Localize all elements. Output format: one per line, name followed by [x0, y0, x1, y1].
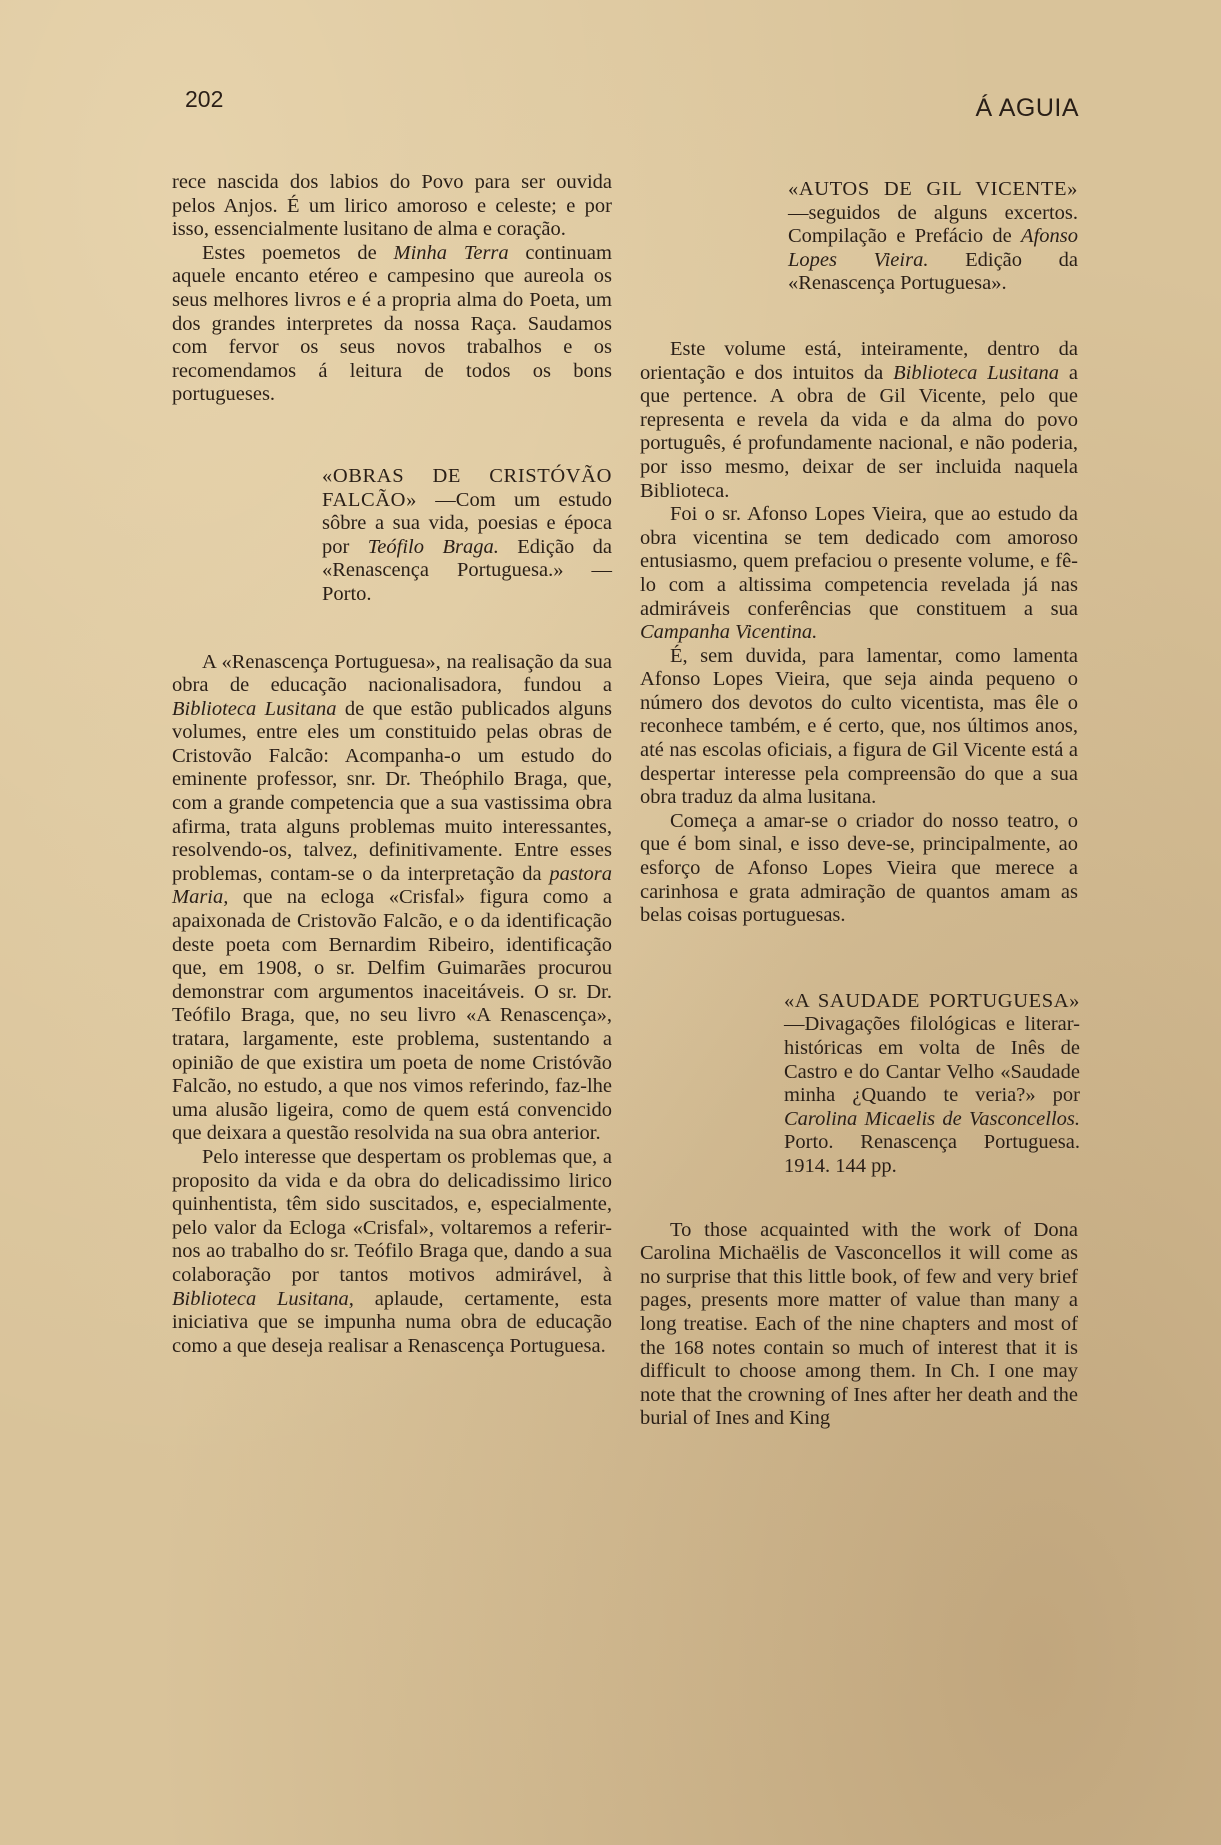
entry-title: «AUTOS DE GIL VICENTE» [788, 178, 1078, 200]
paragraph: A «Renascença Portuguesa», na realisação da sua obra de educação nacionalisadora, fundou a Biblioteca Lusitana de que estão publicados alguns volumes, entre eles um constituido pelas obras de Cristovão Falcão: Acompanha-o um estudo do eminente professor, snr. Dr. Theóphilo Braga, que, com a grande competencia que a sua vastissima obra afirma, trata alguns problemas muito interessantes, resolvendo-os, talvez, definitivamente. Entre esses problemas, contam-se o da interpretação da pastora Maria, que na ecloga «Crisfal» figura como a apaixonada de Cristovão Falcão, e o da identificação deste poeta com Bernardim Ribeiro, identificação que, em 1908, o sr. Delfim Guimarães procurou demonstrar com argumentos inaceitáveis. O sr. Dr. Teófilo Braga, que, no seu livro «A Renascença», tratara, largamente, este problema, sustentando a opinião de que existira um poeta de nome Cristóvão Falcão, no estudo, a que nos vimos referindo, faz-lhe uma alusão ligeira, como de quem está convencido que deixara a questão resolvida na sua obra anterior. [172, 650, 612, 1145]
entry-author: Carolina Micaelis de Vasconcellos. [784, 1107, 1080, 1130]
entry-title: «OBRAS DE CRISTÓVÃO FALCÃO» [322, 464, 612, 511]
paragraph: rece nascida dos labios do Povo para ser ouvida pelos Anjos. É um lirico amoroso e celeste; e por isso, essencialmente lusitano de alma e coração. [172, 171, 612, 241]
paragraph: Estes poemetos de Minha Terra continuam aquele encanto etéreo e campesino que aureola os seus melhores livros e é a propria alma do Poeta, um dos grandes interpretes da nossa Raça. Saudamos com fervor os seus novos trabalhos e os recomendamos á leitura de todos os bons portugueses. [172, 241, 612, 406]
running-header: Á AGUIA [975, 94, 1079, 122]
entry-title: «A SAUDADE PORTUGUESA» [784, 989, 1080, 1012]
bibliographic-entry: «A SAUDADE PORTUGUESA» —Divagações filológicas e literar-históricas em volta de Inês de Castro e do Cantar Velho «Saudade minha ¿Quando te veria?» por Carolina Micaelis de Vasconcellos. Porto. Renascença Portuguesa. 1914. 144 pp. [784, 989, 1080, 1177]
paragraph: To those acquainted with the work of Dona Carolina Michaëlis de Vasconcellos it will come as no surprise that this little book, of few and very brief pages, presents more matter of value than many a long treatise. Each of the nine chapters and most of the 168 notes contain so much of interest that it is difficult to choose among them. In Ch. I one may note that the crowning of Ines after her death and the burial of Ines and King [640, 1218, 1078, 1430]
italic-term: pastora Maria, [172, 862, 612, 909]
book-title: Biblioteca Lusitana [893, 361, 1060, 384]
book-title: Biblioteca Lusitana, [172, 1287, 354, 1310]
paragraph: Começa a amar-se o criador do nosso teatro, o que é bom sinal, e isso deve-se, principalmente, ao esforço de Afonso Lopes Vieira que merece a carinhosa e grata admiração de quantos amam as belas coisas portuguesas. [640, 809, 1078, 927]
paragraph: Pelo interesse que despertam os problemas que, a proposito da vida e da obra do delicadissimo lirico quinhentista, têm sido suscitados, e, especialmente, pelo valor da Ecloga «Crisfal», voltaremos a referir-nos ao trabalho do sr. Teófilo Braga que, dando a sua colaboração por tantos motivos admirável, à Biblioteca Lusitana, aplaude, certamente, esta iniciativa que se impunha numa obra de educação como a que deseja realisar a Renascença Portuguesa. [172, 1145, 612, 1357]
paragraph: Foi o sr. Afonso Lopes Vieira, que ao estudo da obra vicentina se tem dedicado com amoroso entusiasmo, quem prefaciou o presente volume, e fê-lo com a altissima competencia revelada já nas admiráveis conferências que constituem a sua Campanha Vicentina. [640, 503, 1078, 644]
bibliographic-entry: «AUTOS DE GIL VICENTE» —seguidos de alguns excertos. Compilação e Prefácio de Afonso Lopes Vieira. Edição da «Renascença Portuguesa». [788, 178, 1079, 295]
paragraph: É, sem duvida, para lamentar, como lamenta Afonso Lopes Vieira, que seja ainda pequeno o número dos devotos do culto vicentista, mas êle o reconhece também, e é certo, que, nos últimos anos, até nas escolas oficiais, a figura de Gil Vicente está a despertar interesse pela compreensão do que a sua obra traduz da alma lusitana. [640, 644, 1078, 809]
entry-author: Afonso Lopes Vieira. [788, 225, 1078, 271]
bibliographic-entry: «OBRAS DE CRISTÓVÃO FALCÃO» —Com um estudo sôbre a sua vida, poesias e época por Teófilo Braga. Edição da «Renascença Portuguesa.» —Porto. [322, 464, 612, 605]
page-number: 202 [185, 86, 224, 112]
entry-author: Teófilo Braga. [367, 535, 499, 558]
left-column [172, 171, 612, 1358]
right-column [640, 178, 1078, 1431]
book-title: Campanha Vicentina. [640, 621, 818, 644]
paragraph: Este volume está, inteiramente, dentro da orientação e dos intuitos da Biblioteca Lusitana a que pertence. A obra de Gil Vicente, pelo que representa e revela da vida e da alma do povo português, é profundamente nacional, e não poderia, por isso mesmo, deixar de ser incluida naquela Biblioteca. [640, 337, 1078, 502]
book-title: Minha Terra [393, 241, 509, 264]
book-title: Biblioteca Lusitana [172, 697, 337, 720]
